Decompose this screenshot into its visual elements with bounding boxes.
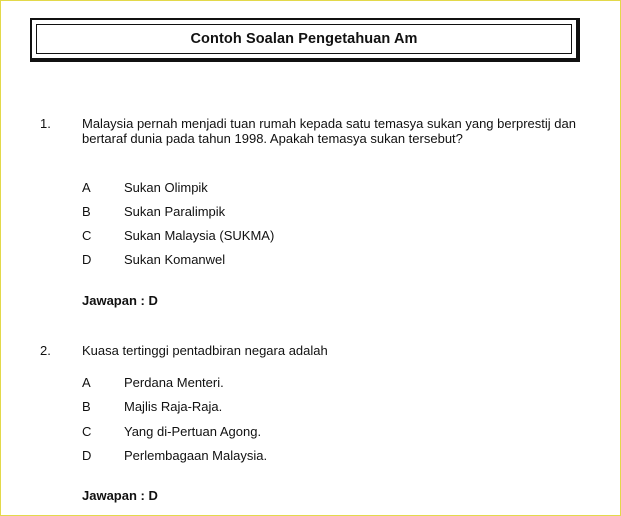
option-text: Sukan Paralimpik [124, 204, 226, 219]
option-letter: A [82, 180, 91, 195]
question-text: Malaysia pernah menjadi tuan rumah kepada satu temasya sukan yang berprestij dan bertaraf dunia pada tahun 1998. Apakah temasya sukan tersebut? [82, 116, 576, 146]
option-text: Perdana Menteri. [124, 375, 224, 390]
option-text: Yang di-Pertuan Agong. [124, 424, 262, 439]
option-letter: A [82, 375, 91, 390]
option-letter: B [82, 204, 91, 219]
answer-label: Jawapan : D [82, 488, 158, 503]
option-letter: C [82, 424, 92, 439]
question-number: 1. [40, 116, 51, 131]
option-text: Sukan Komanwel [124, 252, 226, 267]
option-text: Sukan Olimpik [124, 180, 208, 195]
option-letter: B [82, 399, 91, 414]
question-text: Kuasa tertinggi pentadbiran negara adalah [82, 343, 328, 358]
title-inner-border [36, 24, 572, 54]
option-letter: D [82, 252, 92, 267]
option-letter: C [82, 228, 92, 243]
option-text: Perlembagaan Malaysia. [124, 448, 268, 463]
option-text: Majlis Raja-Raja. [124, 399, 223, 414]
answer-label: Jawapan : D [82, 293, 158, 308]
question-number: 2. [40, 343, 51, 358]
option-letter: D [82, 448, 92, 463]
option-text: Sukan Malaysia (SUKMA) [124, 228, 275, 243]
page-title: Contoh Soalan Pengetahuan Am [190, 31, 418, 47]
title-box [30, 18, 580, 62]
